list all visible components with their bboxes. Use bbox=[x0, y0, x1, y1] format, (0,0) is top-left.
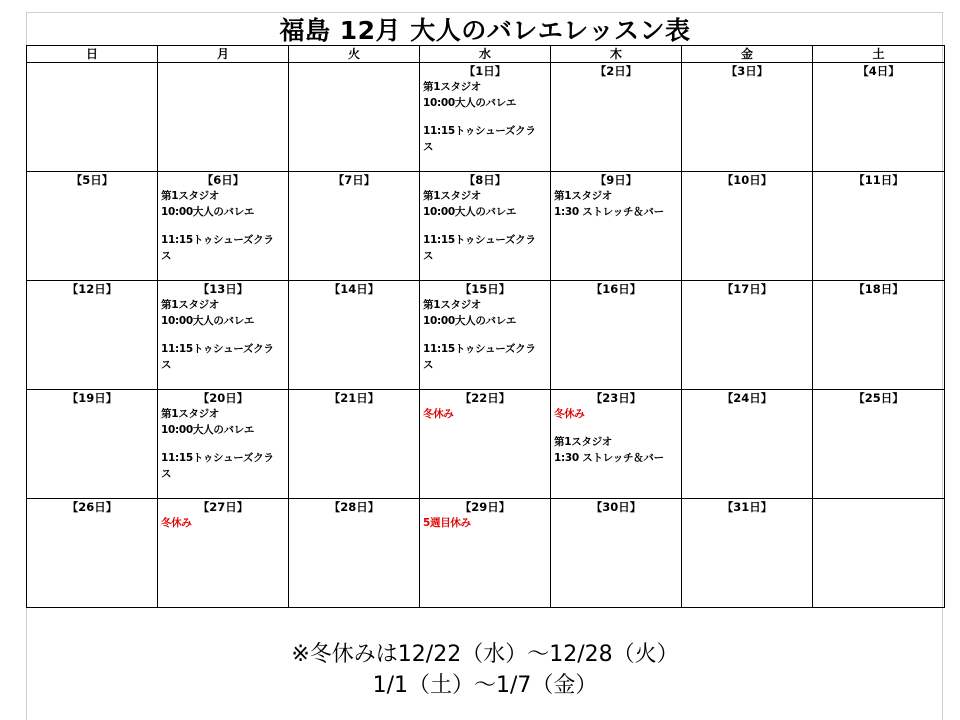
day-date: 【15日】 bbox=[459, 282, 511, 296]
lesson-text: 10:00大人のバレエ bbox=[423, 315, 517, 327]
day-cell bbox=[158, 499, 289, 608]
lesson-text: 第1スタジオ bbox=[161, 299, 220, 311]
note-line-2: 1/1（土）～1/7（金） bbox=[372, 673, 598, 698]
lesson-text: 11:15トゥシューズクラ bbox=[161, 452, 274, 464]
lesson-text: ス bbox=[161, 359, 172, 371]
day-cell bbox=[682, 499, 813, 608]
day-date: 【9日】 bbox=[594, 173, 638, 187]
day-date: 【11日】 bbox=[853, 173, 904, 187]
day-date: 【5日】 bbox=[70, 173, 114, 187]
day-cell bbox=[551, 172, 682, 281]
day-date: 【10日】 bbox=[721, 173, 773, 187]
day-date bbox=[813, 499, 944, 515]
day-cell bbox=[158, 172, 289, 281]
day-date: 【16日】 bbox=[590, 282, 642, 296]
holiday-note: 5週目休み bbox=[423, 517, 471, 529]
day-cell bbox=[682, 390, 813, 499]
week-row bbox=[27, 172, 945, 281]
day-date bbox=[27, 63, 157, 79]
event-spacer bbox=[158, 329, 288, 341]
lesson-text: 11:15トゥシューズクラ bbox=[423, 343, 536, 355]
holiday-note: 冬休み bbox=[423, 408, 454, 420]
day-cell bbox=[551, 281, 682, 390]
lesson-text: 11:15トゥシューズクラ bbox=[161, 234, 274, 246]
lesson-text: 1:30 ストレッチ＆バー bbox=[554, 452, 664, 464]
event-spacer bbox=[420, 329, 550, 341]
day-cell bbox=[420, 172, 551, 281]
day-cell bbox=[420, 63, 551, 172]
event-spacer bbox=[158, 438, 288, 450]
day-cell bbox=[289, 63, 420, 172]
day-date: 【1日】 bbox=[463, 64, 507, 78]
day-cell bbox=[551, 390, 682, 499]
day-date: 【31日】 bbox=[721, 500, 773, 514]
week-row bbox=[27, 499, 945, 608]
weekday-fri: 金 bbox=[682, 46, 813, 63]
lesson-text: ス bbox=[423, 359, 434, 371]
lesson-text: 第1スタジオ bbox=[161, 408, 220, 420]
day-cell bbox=[682, 281, 813, 390]
weekday-header-row bbox=[27, 46, 945, 63]
event-spacer bbox=[420, 220, 550, 232]
day-cell bbox=[289, 499, 420, 608]
day-date: 【19日】 bbox=[66, 391, 118, 405]
day-date: 【2日】 bbox=[594, 64, 638, 78]
day-cell bbox=[158, 63, 289, 172]
day-date: 【12日】 bbox=[66, 282, 118, 296]
winter-break-note bbox=[26, 621, 944, 720]
lesson-text: ス bbox=[161, 468, 172, 480]
holiday-note: 冬休み bbox=[161, 517, 192, 529]
day-cell bbox=[27, 172, 158, 281]
lesson-text: 第1スタジオ bbox=[554, 190, 613, 202]
day-date: 【18日】 bbox=[853, 282, 904, 296]
week-row bbox=[27, 63, 945, 172]
day-date: 【21日】 bbox=[328, 391, 380, 405]
day-cell bbox=[27, 499, 158, 608]
day-date: 【6日】 bbox=[201, 173, 245, 187]
day-date: 【23日】 bbox=[590, 391, 642, 405]
day-cell bbox=[551, 499, 682, 608]
day-date: 【26日】 bbox=[66, 500, 118, 514]
lesson-text: 10:00大人のバレエ bbox=[161, 315, 255, 327]
weekday-mon: 月 bbox=[158, 46, 289, 63]
day-cell bbox=[551, 63, 682, 172]
day-date bbox=[158, 63, 288, 79]
day-cell bbox=[813, 172, 945, 281]
day-date: 【3日】 bbox=[725, 64, 769, 78]
week-row bbox=[27, 281, 945, 390]
day-cell bbox=[813, 281, 945, 390]
day-cell bbox=[420, 281, 551, 390]
lesson-text: ス bbox=[161, 250, 172, 262]
week-row bbox=[27, 390, 945, 499]
lesson-text: 第1スタジオ bbox=[161, 190, 220, 202]
weekday-thu: 木 bbox=[551, 46, 682, 63]
calendar-table bbox=[26, 45, 945, 608]
weekday-sun: 日 bbox=[27, 46, 158, 63]
day-date: 【14日】 bbox=[328, 282, 380, 296]
day-cell bbox=[27, 63, 158, 172]
day-date: 【7日】 bbox=[332, 173, 376, 187]
day-date: 【24日】 bbox=[721, 391, 773, 405]
weekday-sat: 土 bbox=[813, 46, 945, 63]
day-cell bbox=[27, 281, 158, 390]
day-date: 【8日】 bbox=[463, 173, 507, 187]
weekday-tue: 火 bbox=[289, 46, 420, 63]
lesson-text: 10:00大人のバレエ bbox=[161, 206, 255, 218]
day-cell bbox=[158, 390, 289, 499]
day-cell bbox=[158, 281, 289, 390]
lesson-text: ス bbox=[423, 141, 434, 153]
day-date bbox=[289, 63, 419, 79]
day-date: 【17日】 bbox=[721, 282, 773, 296]
lesson-text: 10:00大人のバレエ bbox=[423, 97, 517, 109]
event-spacer bbox=[158, 220, 288, 232]
day-cell bbox=[813, 499, 945, 608]
note-line-1: ※冬休みは12/22（水）～12/28（火） bbox=[291, 642, 679, 667]
day-cell bbox=[813, 390, 945, 499]
day-cell bbox=[420, 390, 551, 499]
lesson-text: 第1スタジオ bbox=[423, 190, 482, 202]
lesson-text: 1:30 ストレッチ＆バー bbox=[554, 206, 664, 218]
holiday-note: 冬休み bbox=[554, 408, 585, 420]
lesson-text: 11:15トゥシューズクラ bbox=[423, 234, 536, 246]
day-date: 【27日】 bbox=[197, 500, 249, 514]
day-cell bbox=[289, 172, 420, 281]
day-date: 【30日】 bbox=[590, 500, 642, 514]
event-spacer bbox=[420, 111, 550, 123]
lesson-text: 10:00大人のバレエ bbox=[161, 424, 255, 436]
lesson-text: 11:15トゥシューズクラ bbox=[161, 343, 274, 355]
day-date: 【4日】 bbox=[857, 64, 900, 78]
day-date: 【28日】 bbox=[328, 500, 380, 514]
day-date: 【20日】 bbox=[197, 391, 249, 405]
lesson-text: ス bbox=[423, 250, 434, 262]
day-cell bbox=[27, 390, 158, 499]
lesson-text: 第1スタジオ bbox=[423, 81, 482, 93]
day-cell bbox=[682, 63, 813, 172]
lesson-text: 第1スタジオ bbox=[423, 299, 482, 311]
page-title: 福島 12月 大人のバレエレッスン表 bbox=[279, 16, 691, 45]
day-date: 【29日】 bbox=[459, 500, 511, 514]
day-cell bbox=[289, 390, 420, 499]
day-date: 【25日】 bbox=[853, 391, 904, 405]
day-cell bbox=[813, 63, 945, 172]
day-cell bbox=[420, 499, 551, 608]
lesson-text: 10:00大人のバレエ bbox=[423, 206, 517, 218]
lesson-text: 第1スタジオ bbox=[554, 436, 613, 448]
day-cell bbox=[682, 172, 813, 281]
day-date: 【22日】 bbox=[459, 391, 511, 405]
event-spacer bbox=[551, 422, 681, 434]
lesson-text: 11:15トゥシューズクラ bbox=[423, 125, 536, 137]
day-date: 【13日】 bbox=[197, 282, 249, 296]
day-cell bbox=[289, 281, 420, 390]
weekday-wed: 水 bbox=[420, 46, 551, 63]
